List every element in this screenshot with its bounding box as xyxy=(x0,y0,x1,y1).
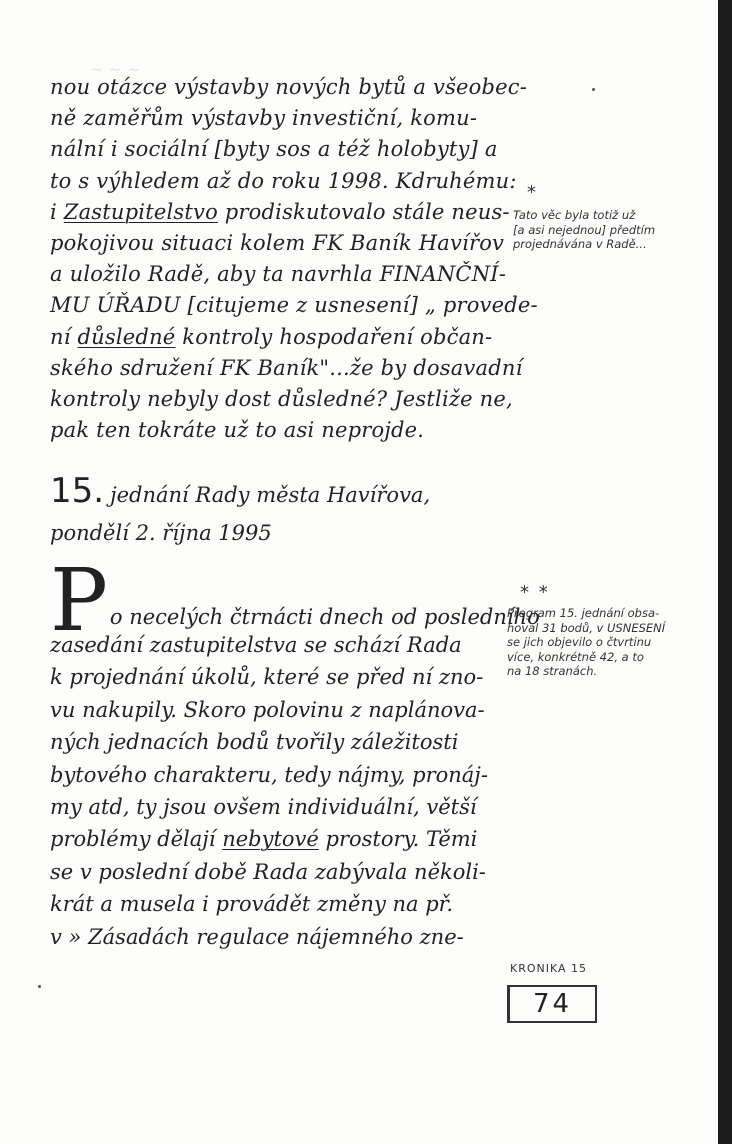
text-line xyxy=(50,197,510,228)
footnote-marker-asterisk: * xyxy=(527,182,538,203)
text-fragment: ní xyxy=(50,324,78,349)
text-line: zasedání zastupitelstva se schází Rada xyxy=(50,633,462,657)
underlined-word: Zastupitelstvo xyxy=(63,199,218,224)
note-line: se jich objevilo o čtvrtinu xyxy=(507,635,652,649)
footnote-marker-double-asterisk: * * xyxy=(520,582,550,603)
margin-note-2 xyxy=(507,606,712,679)
underlined-word: důsledné xyxy=(77,324,176,349)
note-line: [a asi nejednou] předtím xyxy=(513,222,656,237)
page-edge-shadow xyxy=(718,0,732,1144)
text-fragment: prodiskutovalo stále neus- xyxy=(217,199,510,224)
text-fragment: o necelých čtrnácti dnech od posledního xyxy=(109,605,540,629)
text-fragment: problémy dělají xyxy=(50,827,223,852)
text-line: ně zaměřům výstavby investiční, komu- xyxy=(50,106,478,131)
underlined-word: nebytové xyxy=(222,827,319,852)
bleed-through-text: ~ ~ ~ xyxy=(90,60,141,79)
ink-dot xyxy=(38,985,41,988)
text-line: nou otázce výstavby nových bytů a všeobec- xyxy=(50,75,528,99)
text-line: MU ÚŘADU [citujeme z usnesení] „ provede- xyxy=(50,293,538,318)
text-line: se v poslední době Rada zabývala několi- xyxy=(50,859,486,884)
note-line: projednávána v Radě... xyxy=(513,237,647,251)
text-line: my atd, ty jsou ovšem individuální, větší xyxy=(50,794,477,819)
session-number: 15. xyxy=(50,471,105,511)
heading-date: pondělí 2. října 1995 xyxy=(50,521,272,545)
page-number-box xyxy=(507,985,597,1023)
text-line: ných jednacích bodů tvořily záležitosti xyxy=(50,730,459,755)
text-line: nální i sociální [byty sos a též holobyty] a xyxy=(50,137,498,162)
note-line: Program 15. jednání obsa- xyxy=(507,606,660,620)
page-number: 74 xyxy=(532,989,573,1019)
text-fragment: kontroly hospodaření občan- xyxy=(175,324,493,349)
note-line: na 18 stranách. xyxy=(507,664,598,678)
chronicle-label: KRONIKA 15 xyxy=(510,962,588,975)
text-fragment: i xyxy=(50,199,64,224)
text-fragment: prostory. Těmi xyxy=(318,827,478,852)
session-heading xyxy=(50,472,505,552)
text-line: pokojivou situaci kolem FK Baník Havířov xyxy=(50,231,505,256)
text-line: pak ten tokráte už to asi neprojde. xyxy=(50,418,425,443)
text-line: bytového charakteru, tedy nájmy, pronáj- xyxy=(50,762,488,787)
text-line: v » Zásadách regulace nájemného zne- xyxy=(50,924,464,949)
margin-note-1 xyxy=(513,208,718,252)
session-paragraph xyxy=(50,551,540,953)
text-line: ského sdružení FK Baník"...že by dosavadní xyxy=(50,355,523,380)
note-line: více, konkrétně 42, a to xyxy=(507,649,644,664)
note-line: hoval 31 bodů, v USNESENÍ xyxy=(507,620,666,635)
drop-cap: P xyxy=(50,551,108,651)
text-line xyxy=(50,322,505,353)
text-line: k projednání úkolů, které se před ní zno- xyxy=(50,665,484,690)
heading-line xyxy=(50,472,505,514)
text-line: vu nakupily. Skoro polovinu z naplánova- xyxy=(50,697,485,722)
note-line: Tato věc byla totiž už xyxy=(513,208,636,222)
ink-dot xyxy=(592,88,595,91)
text-line xyxy=(50,823,510,855)
text-line: krát a musela i provádět změny na př. xyxy=(50,892,454,917)
heading-title: jednání Rady města Havířova, xyxy=(110,483,431,507)
text-line: kontroly nebyly dost důsledné? Jestliže ne, xyxy=(50,387,513,412)
main-paragraph xyxy=(50,72,538,446)
text-line: a uložilo Radě, aby ta navrhla FINANČNÍ- xyxy=(50,262,507,287)
text-line: to s výhledem až do roku 1998. Kdruhému: xyxy=(50,168,517,193)
